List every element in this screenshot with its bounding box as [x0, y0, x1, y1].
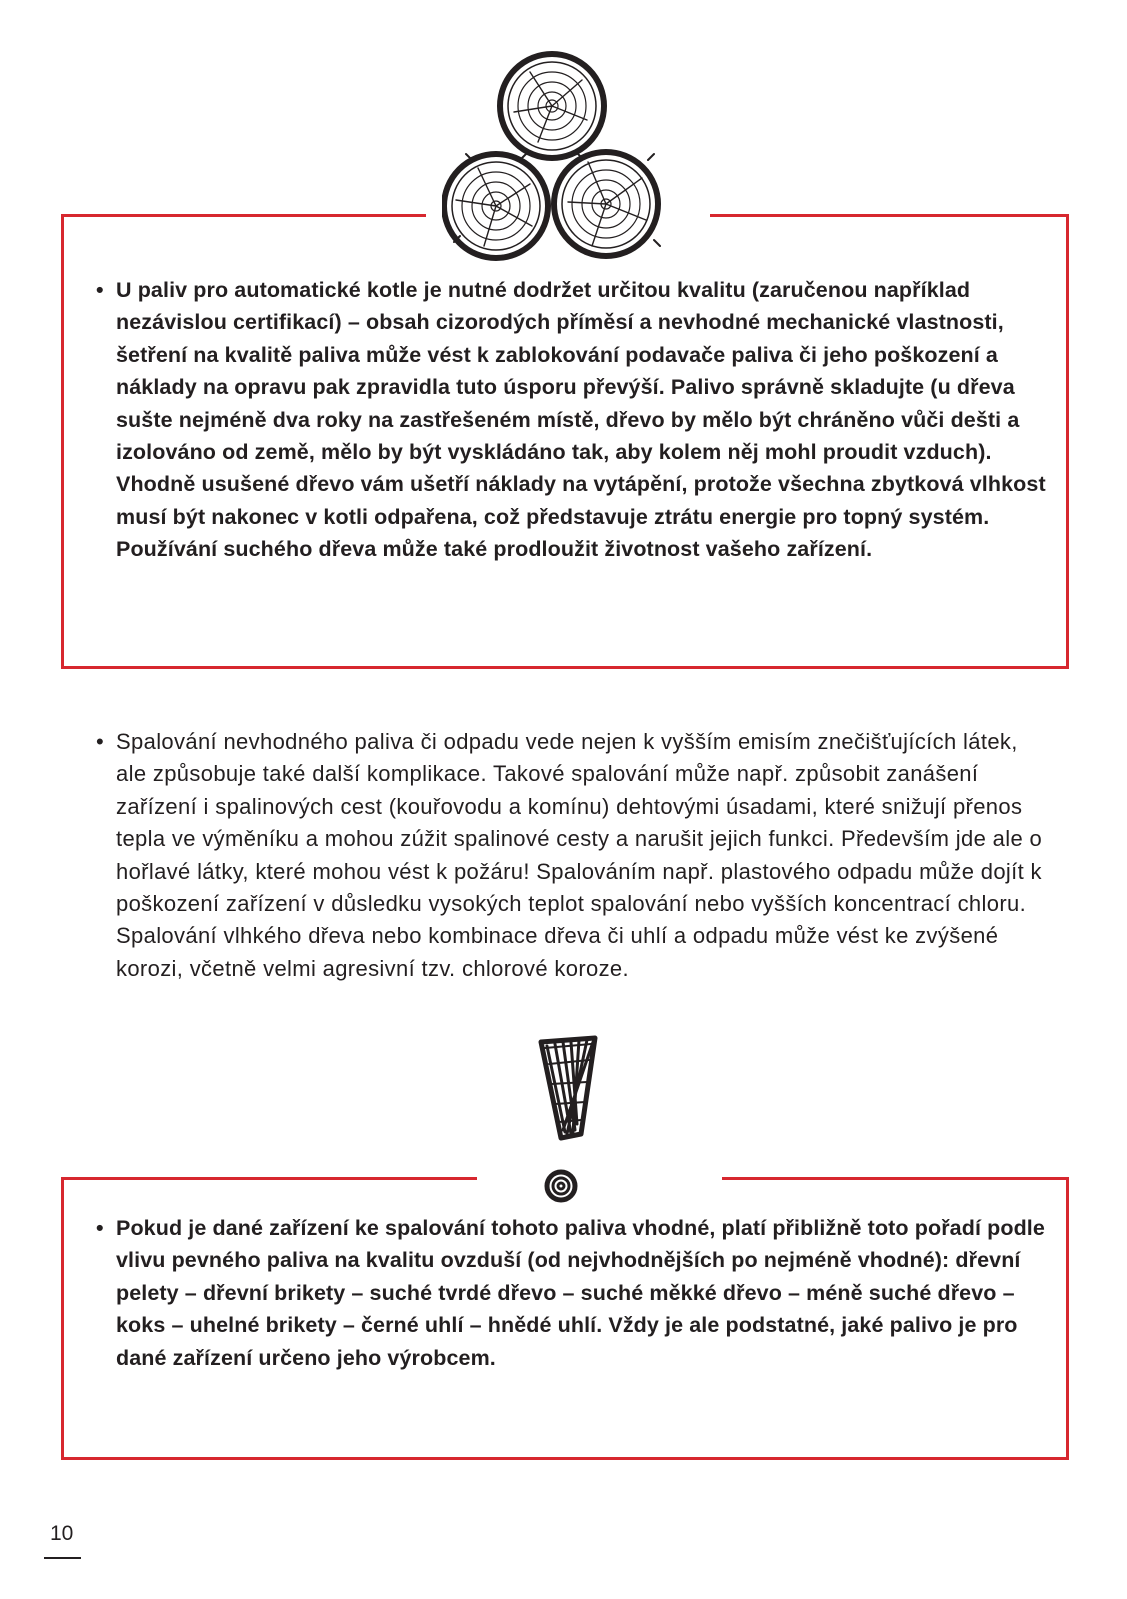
bullet-list-storage	[96, 274, 1046, 566]
page-number: 10	[50, 1522, 74, 1545]
bullet-list-waste-burning	[96, 726, 1046, 985]
page-number-rule	[44, 1557, 81, 1559]
log-top	[500, 54, 604, 158]
bullet-item-waste-burning: • Spalování nevhodného paliva či odpadu vede nejen k vyšším emisím znečišťujících látek, ale způsobuje také další komplikace. Takové spalování může např. způsobit zanášení zařízení i spalinových cest (kouřovodu a komínu) dehtovými úsadami, které snižují přenos tepla ve výměníku a mohou zúžit spalinové cesty a narušit jejich funkci. Především jde ale o hořlavé látky, které mohou vést k požáru! Spalováním např. plastového odpadu může dojít k poškození zařízení v důsledku vysokých teplot spalování nebo vyšších koncentrací chloru. Spalování vlhkého dřeva nebo kombinace dřeva či uhlí a odpadu může vést ke zvýšené korozi, včetně velmi agresivní tzv. chlorové koroze.	[96, 726, 1046, 985]
log-left	[444, 152, 548, 258]
bullet-item-fuel-ranking: • Pokud je dané zařízení ke spalování tohoto paliva vhodné, platí přibližně toto pořadí podle vlivu pevného paliva na kvalitu ovzduší (od nejvhodnějších po nejméně vhodné): dřevní pelety – dřevní brikety – suché tvrdé dřevo – suché měkké dřevo – méně suché dřevo – koks – uhelné brikety – černé uhlí – hnědé uhlí. Vždy je ale podstatné, jaké palivo je pro dané zařízení určeno jeho výrobcem.	[96, 1212, 1046, 1374]
wood-logs-icon	[442, 50, 710, 268]
bullet-list-fuel-ranking	[96, 1212, 1046, 1374]
log-right	[554, 152, 660, 256]
exclamation-icon	[535, 1034, 607, 1214]
bullet-item-storage: • U paliv pro automatické kotle je nutné dodržet určitou kvalitu (zaručenou například nezávislou certifikací) – obsah cizorodých příměsí a nevhodné mechanické vlastnosti, šetření na kvalitě paliva může vést k zablokování podavače paliva či jeho poškození a náklady na opravu pak zpravidla tuto úsporu převýší. Palivo správně skladujte (u dřeva sušte nejméně dva roky na zastřešeném místě, dřevo by mělo být chráněno vůči dešti a izolováno od země, mělo by být vyskládáno tak, aby kolem něj mohl proudit vzduch). Vhodně usušené dřevo vám ušetří náklady na vytápění, protože všechna zbytková vlhkost musí být nakonec v kotli odpařena, což představuje ztrátu energie pro topný systém. Používání suchého dřeva může také prodloužit životnost vašeho zařízení.	[96, 274, 1046, 566]
